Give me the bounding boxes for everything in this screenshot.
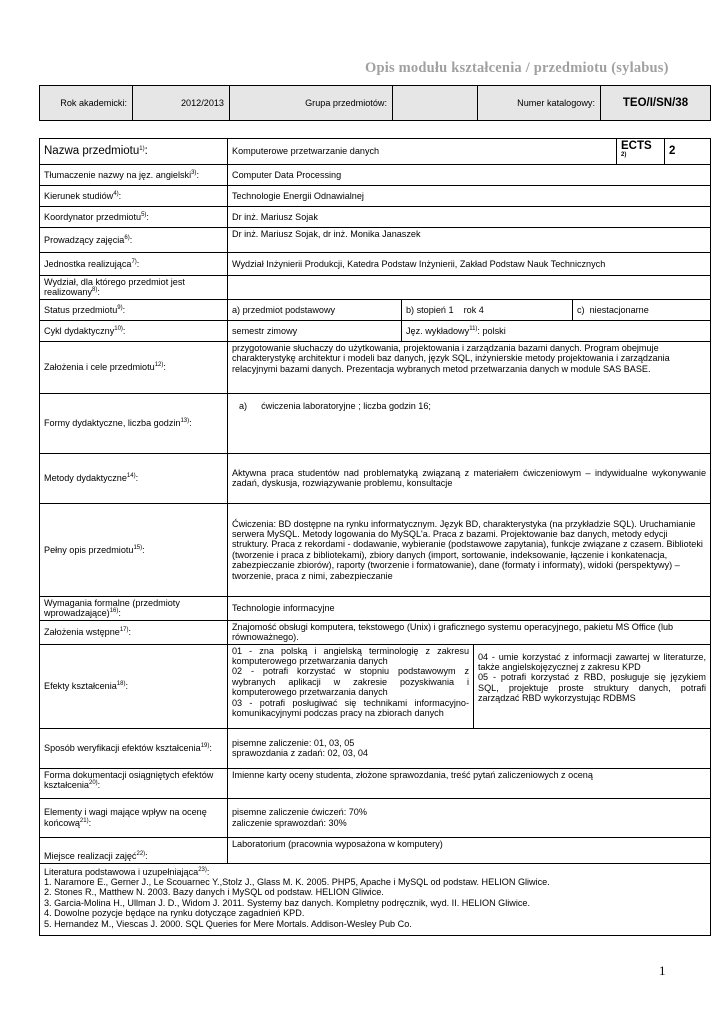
documentation-value: Imienne karty oceny studenta, złożone sprawozdania, treść pytań zaliczeniowych z oceną	[228, 768, 711, 798]
formal-req-label: Wymagania formalne (przedmioty wprowadzające)$^{16)}$:	[40, 596, 228, 620]
language: Jęz. wykładowy$^{11)}$: polski	[402, 320, 711, 341]
document-title: Opis modułu kształcenia / przedmiotu (sylabus)	[365, 60, 669, 76]
row-formal-req	[40, 596, 711, 620]
prereq-value: Znajomość obsługi komputera, tekstowego (Unix) i graficznego systemu operacyjnego, pakietu MS Office (lub równoważnego).	[228, 620, 711, 644]
teachers-label: Prowadzący zajęcia$^{6)}$:	[40, 228, 228, 253]
status-a: a) przedmiot podstawowy	[228, 299, 402, 320]
literature-label: Literatura podstawowa i uzupełniająca$^{23)}$:	[44, 866, 210, 877]
coordinator-label: Koordynator przedmiotu$^{5)}$:	[40, 207, 228, 228]
cycle-label: Cykl dydaktyczny$^{10)}$:	[40, 320, 228, 341]
row-translation	[40, 165, 711, 186]
row-literature	[40, 863, 711, 935]
outcomes-left: 01 - zna polską i angielską terminologię z zakresu komputerowego przetwarzania danych 02 - potrafi korzystać w stopniu podstawowym z wybranych aplikacji w zakresie pozyskiwania i komputerowego przetwarzania danych 03 - potrafi posługiwać się technikami informacyjno-komunikacyjnymi podczas pracy na zbiorach danych	[228, 644, 474, 728]
forms-value: a) ćwiczenia laboratoryjne ; liczba godzin 16;	[228, 393, 711, 453]
place-value: Laboratorium (pracownia wyposażona w komputery)	[228, 837, 711, 863]
row-teachers	[40, 228, 711, 253]
row-cycle	[40, 320, 711, 341]
header-table	[39, 85, 711, 121]
literature-item: 4. Dowolne pozycje będące na rynku dotyczące zagadnień KPD.	[44, 908, 305, 919]
year-label: Rok akademicki:	[40, 86, 133, 121]
weights-value: pisemne zaliczenie ćwiczeń: 70% zaliczenie sprawozdań: 30%	[228, 798, 711, 837]
status-c: c) niestacjonarne	[573, 299, 711, 320]
field-label: Kierunek studiów$^{4)}$:	[40, 186, 228, 207]
status-b: b) stopień 1 rok 4	[402, 299, 573, 320]
outcomes-right: 04 - umie korzystać z informacji zawartej w literaturze, także angielskojęzycznej z zakresu KPD 05 - potrafi korzystać z RBD, posługuje się językiem SQL, projektuje proste struktury danych, potrafi zarządzać RBD wykorzystując RDBMS	[474, 644, 711, 728]
goals-label: Założenia i cele przedmiotu$^{12)}$:	[40, 341, 228, 393]
row-coordinator	[40, 207, 711, 228]
catalog-value: TEO/I/SN/38	[601, 86, 711, 121]
row-forms	[40, 393, 711, 453]
goals-value: przygotowanie słuchaczy do użytkowania, projektowania i zarządzania bazami danych. Program obejmuje charakterystykę architektur i modeli baz danych, język SQL, inżynierskie metody projektowania i zarządzania relacyjnymi bazami danych. Prezentacja wybranych metod przetwarzania danych w module SAS BASE.	[228, 341, 711, 393]
prereq-label: Założenia wstępne$^{17)}$:	[40, 620, 228, 644]
literature-item: 2. Stones R., Matthew N. 2003. Bazy danych i MySQL od podstaw. HELION Gliwice.	[44, 887, 384, 898]
name-value: Komputerowe przetwarzanie danych	[228, 139, 617, 165]
row-verification	[40, 728, 711, 768]
status-label: Status przedmiotu$^{9)}$:	[40, 299, 228, 320]
catalog-label: Numer katalogowy:	[478, 86, 601, 121]
row-faculty	[40, 276, 711, 300]
row-name	[40, 139, 711, 165]
name-label: Nazwa przedmiotu$^{1)}$:	[40, 139, 228, 165]
full-desc-label: Pełny opis przedmiotu$^{15)}$:	[40, 503, 228, 596]
row-methods	[40, 453, 711, 503]
field-value: Technologie Energii Odnawialnej	[228, 186, 711, 207]
group-label: Grupa przedmiotów:	[230, 86, 393, 121]
row-field	[40, 186, 711, 207]
translation-value: Computer Data Processing	[228, 165, 711, 186]
group-value	[393, 86, 478, 121]
row-status	[40, 299, 711, 320]
unit-label: Jednostka realizująca$^{7)}$:	[40, 253, 228, 276]
row-outcomes	[40, 644, 711, 728]
literature-item: 5. Hernandez M., Viescas J. 2000. SQL Queries for Mere Mortals. Addison-Wesley Pub Co.	[44, 918, 412, 929]
verification-label: Sposób weryfikacji efektów kształcenia$^{19)}$:	[40, 728, 228, 768]
outcomes-label: Efekty kształcenia$^{18)}$:	[40, 644, 228, 728]
place-label: Miejsce realizacji zajęć$^{22)}$:	[40, 837, 228, 863]
literature-item: 1. Naramore E., Gerner J., Le Scouarnec Y.,Stolz J., Glass M. K. 2005. PHP5, Apache i MySQL od podstaw. HELION Gliwice.	[44, 877, 550, 888]
verification-value: pisemne zaliczenie: 01, 03, 05 sprawozdania z zadań: 02, 03, 04	[228, 728, 711, 768]
row-weights	[40, 798, 711, 837]
row-goals	[40, 341, 711, 393]
formal-req-value: Technologie informacyjne	[228, 596, 711, 620]
literature-item: 3. Garcia-Molina H., Ullman J. D., Widom J. 2011. Systemy baz danych. Kompletny podręcznik, wyd. II. HELION Gliwice.	[44, 897, 531, 908]
coordinator-value: Dr inż. Mariusz Sojak	[228, 207, 711, 228]
year-value: 2012/2013	[133, 86, 230, 121]
methods-value: Aktywna praca studentów nad problematyką związaną z materiałem ćwiczeniowym – indywidualne wykonywanie zadań, dyskusja, rozwiązywanie problemu, konsultacje	[228, 453, 711, 503]
row-documentation	[40, 768, 711, 798]
faculty-label: Wydział, dla którego przedmiot jest realizowany$^{8)}$:	[40, 276, 228, 300]
row-unit	[40, 253, 711, 276]
row-prereq	[40, 620, 711, 644]
unit-value: Wydział Inżynierii Produkcji, Katedra Podstaw Inżynierii, Zakład Podstaw Nauk Technicznych	[228, 253, 711, 276]
teachers-value: Dr inż. Mariusz Sojak, dr inż. Monika Janaszek	[228, 228, 711, 253]
row-full-desc	[40, 503, 711, 596]
weights-label: Elementy i wagi mające wpływ na ocenę końcową$^{21)}$:	[40, 798, 228, 837]
documentation-label: Forma dokumentacji osiągniętych efektów kształcenia$^{20)}$:	[40, 768, 228, 798]
syllabus-table	[39, 138, 711, 936]
ects-label: ECTS $^{2)}$	[617, 139, 665, 165]
page-number: 1	[659, 963, 666, 978]
full-desc-value: Ćwiczenia: BD dostępne na rynku informatycznym. Język BD, charakterystyka (na przykładzie SQL). Uruchamianie serwera MySQL. Metody logowania do MySQL'a. Praca z bazami. Projektowanie baz danych, metody edycji struktury. Praca z rekordami - dodawanie, wybieranie (podstawowe zapytania), funkcje związane z czasem. Biblioteki (tworzenie i praca z bibliotekami), zbiory danych (import, sortowanie, indeksowanie, łączenie i konkatenacja, zabezpieczanie zbiorów), raporty (tworzenie i formatowanie), dane (formaty i informaty), widoki (perspektywy) – tworzenie, praca z nimi, zabezpieczanie	[228, 503, 711, 596]
cycle-value: semestr zimowy	[228, 320, 402, 341]
literature-cell	[40, 863, 711, 935]
ects-value: 2	[665, 139, 711, 165]
methods-label: Metody dydaktyczne$^{14)}$:	[40, 453, 228, 503]
faculty-value	[228, 276, 711, 300]
forms-label: Formy dydaktyczne, liczba godzin$^{13)}$:	[40, 393, 228, 453]
translation-label: Tłumaczenie nazwy na jęz. angielski$^{3)}$:	[40, 165, 228, 186]
row-place	[40, 837, 711, 863]
